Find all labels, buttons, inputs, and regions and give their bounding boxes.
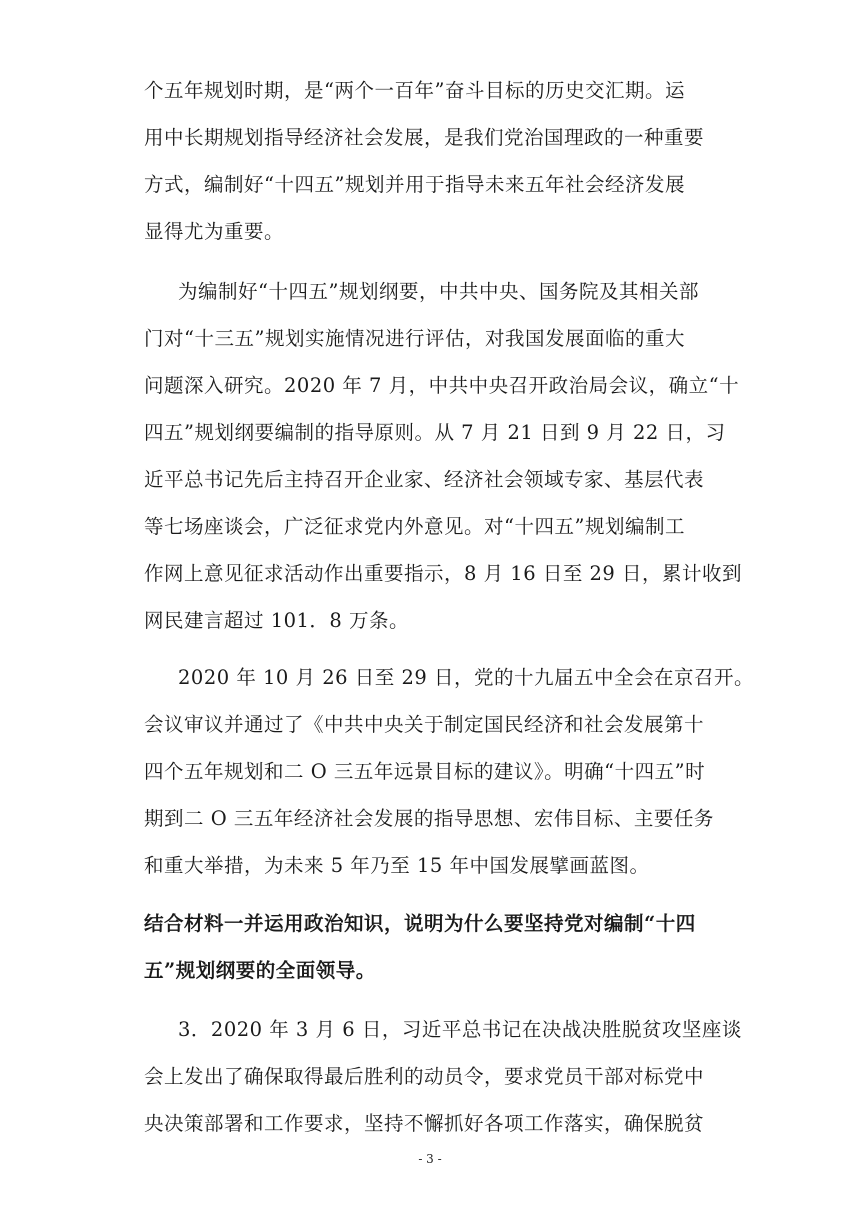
text-line: 2020 年 10 月 26 日至 29 日，党的十九届五中全会在京召开。 xyxy=(178,666,754,689)
text-line: 3．2020 年 3 月 6 日，习近平总书记在决战决胜脱贫攻坚座谈 xyxy=(178,1018,742,1041)
text-line: 作网上意见征求活动作出重要指示，8 月 16 日至 29 日，累计收到 xyxy=(144,562,743,585)
text-line: 方式，编制好“十四五”规划并用于指导未来五年社会经济发展 xyxy=(144,173,685,196)
text-line: 和重大举措，为未来 5 年乃至 15 年中国发展擘画蓝图。 xyxy=(144,854,650,877)
question-line: 结合材料一并运用政治知识，说明为什么要坚持党对编制“十四 xyxy=(144,912,696,935)
text-line: 近平总书记先后主持召开企业家、经济社会领域专家、基层代表 xyxy=(144,468,705,491)
text-line: 会上发出了确保取得最后胜利的动员令，要求党员干部对标党中 xyxy=(144,1065,705,1088)
text-line: 央决策部署和工作要求，坚持不懈抓好各项工作落实，确保脱贫 xyxy=(144,1112,705,1135)
question-line: 五”规划纲要的全面领导。 xyxy=(144,959,376,982)
text-line: 四五”规划纲要编制的指导原则。从 7 月 21 日到 9 月 22 日，习 xyxy=(144,421,726,444)
text-line: 显得尤为重要。 xyxy=(144,220,285,243)
text-line: 会议审议并通过了《中共中央关于制定国民经济和社会发展第十 xyxy=(144,713,705,736)
text-line: 网民建言超过 101．8 万条。 xyxy=(144,609,410,632)
text-line: 期到二 O 三五年经济社会发展的指导思想、宏伟目标、主要任务 xyxy=(144,807,714,830)
text-line: 问题深入研究。2020 年 7 月，中共中央召开政治局会议，确立“十 xyxy=(144,374,740,397)
text-line: 等七场座谈会，广泛征求党内外意见。对“十四五”规划编制工 xyxy=(144,515,685,538)
page-number: - 3 - xyxy=(418,1152,442,1166)
text-line: 门对“十三五”规划实施情况进行评估，对我国发展面临的重大 xyxy=(144,327,685,350)
text-line: 四个五年规划和二 O 三五年远景目标的建议》。明确“十四五”时 xyxy=(144,760,706,783)
text-line: 个五年规划时期，是“两个一百年”奋斗目标的历史交汇期。运 xyxy=(144,79,685,102)
text-line: 为编制好“十四五”规划纲要，中共中央、国务院及其相关部 xyxy=(178,280,699,303)
text-line: 用中长期规划指导经济社会发展，是我们党治国理政的一种重要 xyxy=(144,126,705,149)
